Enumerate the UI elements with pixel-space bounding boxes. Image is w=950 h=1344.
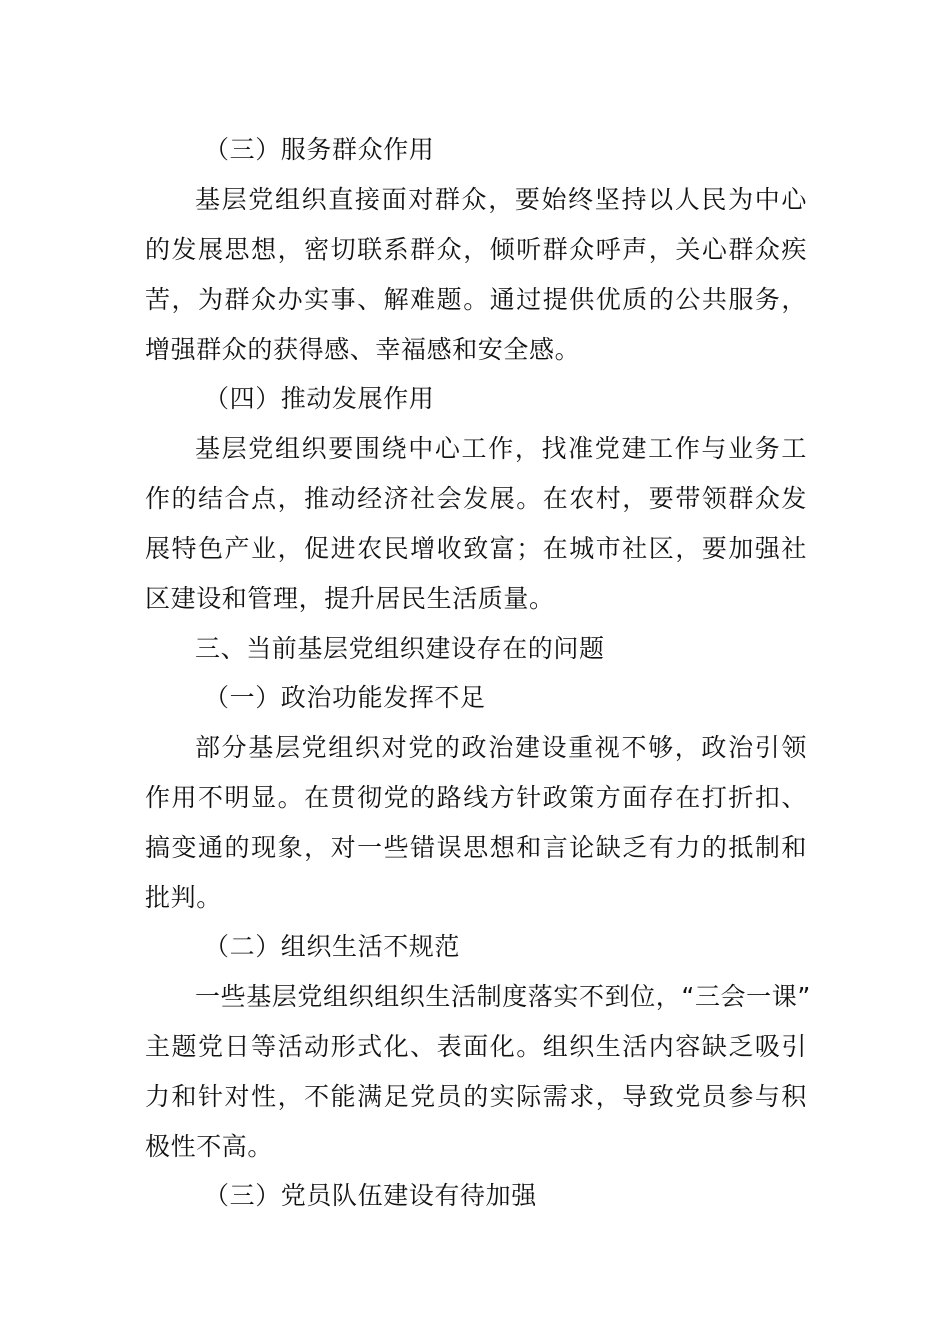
paragraph-line: 增强群众的获得感、幸福感和安全感。 xyxy=(145,335,581,364)
paragraph-line: 批判。 xyxy=(145,883,222,912)
paragraph-line: 作的结合点，推动经济社会发展。在农村，要带领群众发 xyxy=(145,484,807,513)
subheading-organizational-life: （二）组织生活不规范 xyxy=(204,932,461,961)
paragraph-line: 基层党组织要围绕中心工作，找准党建工作与业务工 xyxy=(195,434,807,463)
subheading-serve-masses: （三）服务群众作用 xyxy=(204,135,435,164)
subheading-promote-development: （四）推动发展作用 xyxy=(204,384,435,413)
paragraph-line: 一些基层党组织组织生活制度落实不到位，“三会一课” xyxy=(195,982,811,1011)
paragraph-line: 的发展思想，密切联系群众，倾听群众呼声，关心群众疾 xyxy=(145,235,807,264)
subheading-political-function: （一）政治功能发挥不足 xyxy=(204,683,486,712)
subheading-party-member-team: （三）党员队伍建设有待加强 xyxy=(204,1181,537,1210)
paragraph-line: 部分基层党组织对党的政治建设重视不够，政治引领 xyxy=(195,733,807,762)
section-heading-problems: 三、当前基层党组织建设存在的问题 xyxy=(195,634,605,663)
paragraph-line: 基层党组织直接面对群众，要始终坚持以人民为中心 xyxy=(195,185,807,214)
paragraph-line: 力和针对性，不能满足党员的实际需求，导致党员参与积 xyxy=(145,1082,807,1111)
paragraph-line: 区建设和管理，提升居民生活质量。 xyxy=(145,584,555,613)
paragraph-line: 展特色产业，促进农民增收致富；在城市社区，要加强社 xyxy=(145,534,807,563)
paragraph-line: 搞变通的现象，对一些错误思想和言论缺乏有力的抵制和 xyxy=(145,833,807,862)
paragraph-line: 苦，为群众办实事、解难题。通过提供优质的公共服务， xyxy=(145,285,807,314)
paragraph-line: 极性不高。 xyxy=(145,1132,274,1161)
paragraph-line: 作用不明显。在贯彻党的路线方针政策方面存在打折扣、 xyxy=(145,783,807,812)
paragraph-line: 主题党日等活动形式化、表面化。组织生活内容缺乏吸引 xyxy=(145,1032,807,1061)
